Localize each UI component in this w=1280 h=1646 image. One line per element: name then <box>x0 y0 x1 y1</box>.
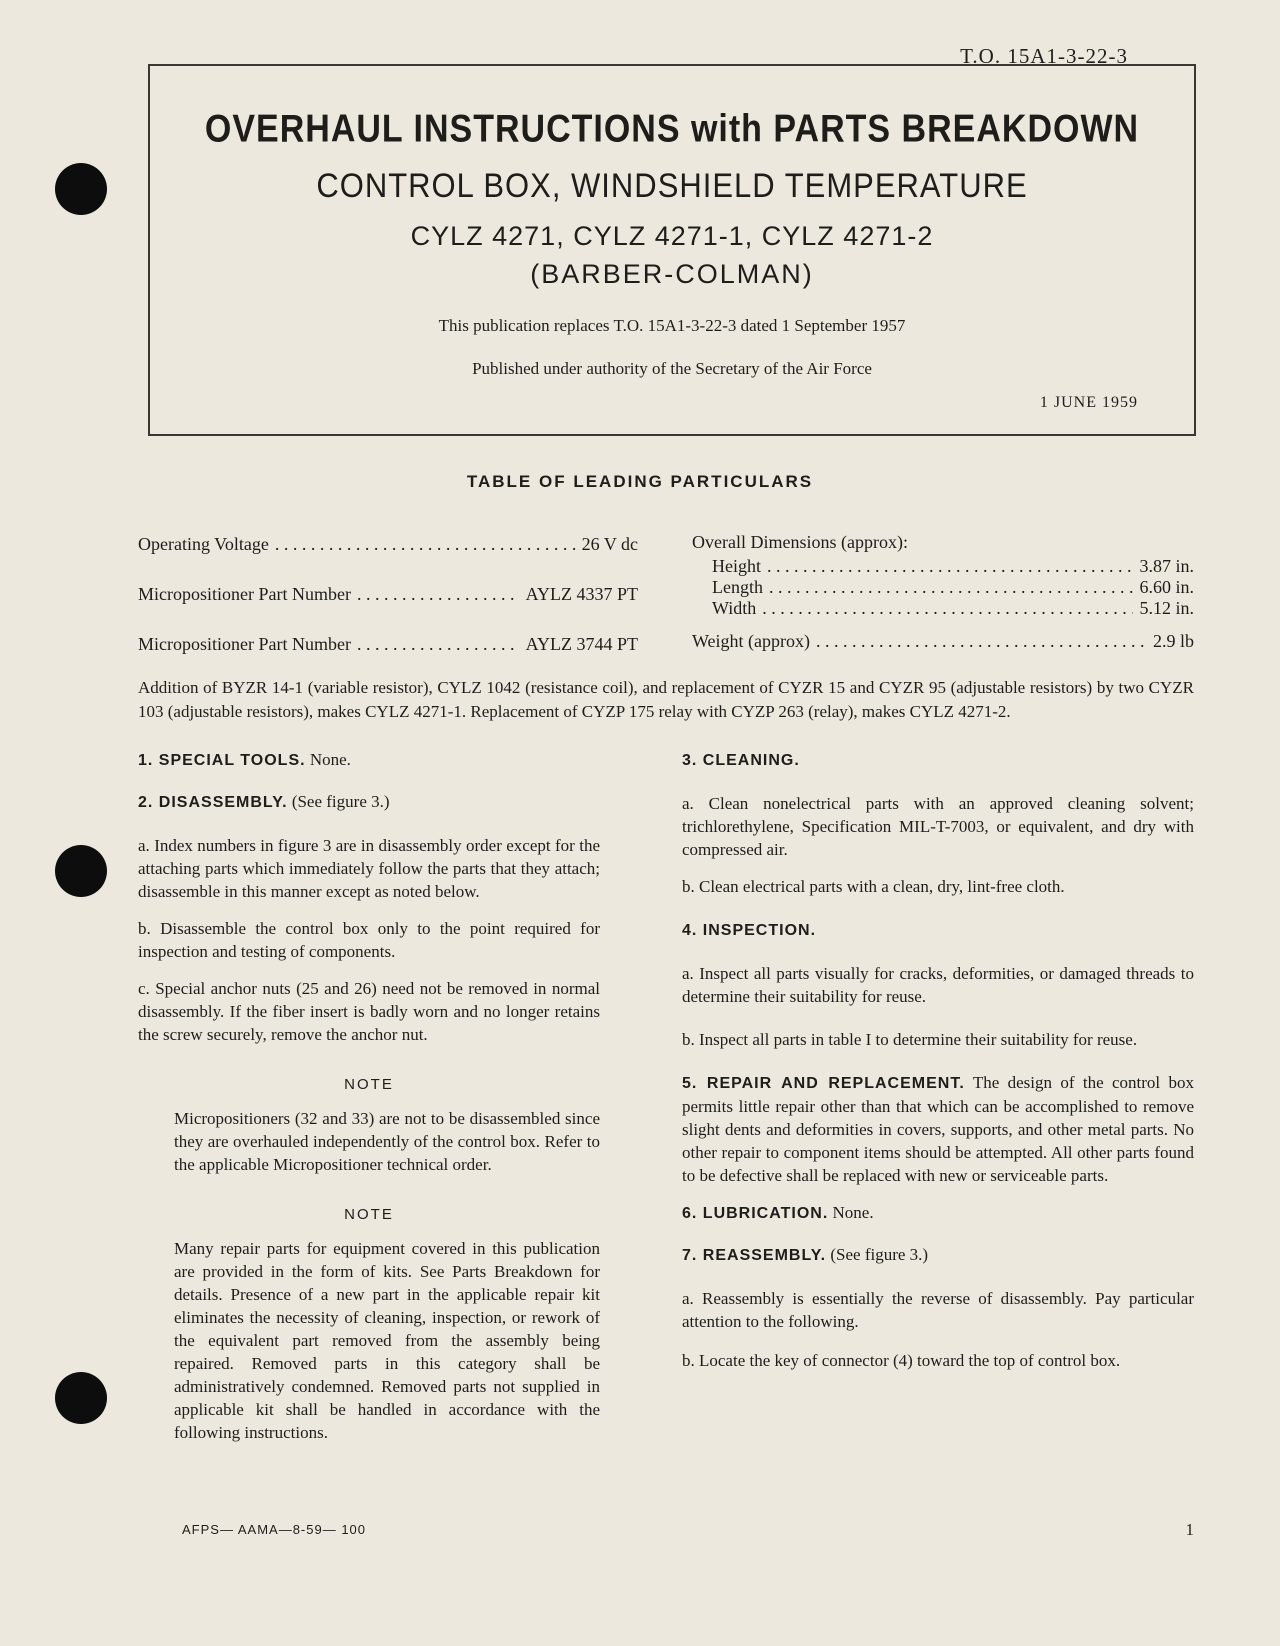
print-code: AFPS— AAMA—8-59— 100 <box>182 1522 367 1537</box>
punch-hole-top <box>55 163 107 215</box>
left-column <box>138 750 600 1444</box>
paragraph-2c: c. Special anchor nuts (25 and 26) need not be removed in normal disassembly. If the fiber insert is badly worn and no longer retains the screw securely, remove the anchor nut. <box>138 979 600 1044</box>
punch-hole-bottom <box>55 1372 107 1424</box>
supersedes-notice: This publication replaces T.O. 15A1-3-22-3 dated 1 September 1957 <box>438 316 906 335</box>
paragraph-4a: a. Inspect all parts visually for cracks, deformities, or damaged threads to determine their suitability for reuse. <box>682 964 1194 1006</box>
manufacturer: (BARBER-COLMAN) <box>530 259 814 289</box>
weight-row: Weight (approx) . . . 2.9 lb <box>692 629 1194 653</box>
leading-particulars-right <box>692 532 1194 653</box>
leading-particulars-left <box>138 532 638 656</box>
paragraph-4b: b. Inspect all parts in table I to determine their suitability for reuse. <box>682 1030 1138 1049</box>
addition-paragraph: Addition of BYZR 14-1 (variable resistor), CYLZ 1042 (resistance coil), and replacement of CYZR 15 and CYZR 95 (adjustable resistors) by two CYZR 103 (adjustable resistors), makes CYLZ 4271-1. Replacement of CYZP 175 relay with CYZP 263 (relay), makes CYLZ 4271-2. <box>138 678 1194 721</box>
page-number: 1 <box>1185 1520 1194 1539</box>
paragraph-2a: a. Index numbers in figure 3 are in disassembly order except for the attaching parts which immediately follow the parts that they attach; disassemble in this manner except as noted below. <box>138 836 600 901</box>
authority-line: Published under authority of the Secretary of the Air Force <box>472 359 872 378</box>
punch-hole-middle <box>55 845 107 897</box>
particular-row: Micropositioner Part Number . . . AYLZ 3744 PT <box>138 632 638 656</box>
section-special-tools: 1. SPECIAL TOOLS. None. <box>138 750 351 769</box>
dimension-row: Height . . . 3.87 in. <box>692 556 1194 577</box>
publication-date: 1 JUNE 1959 <box>1039 394 1138 411</box>
leading-particulars-title: TABLE OF LEADING PARTICULARS <box>466 472 814 491</box>
section-reassembly: 7. REASSEMBLY. (See figure 3.) <box>682 1245 929 1264</box>
document-subtitle: CONTROL BOX, WINDSHIELD TEMPERATURE <box>316 165 1028 206</box>
dimension-row: Length . . . 6.60 in. <box>692 577 1194 598</box>
title-block <box>148 64 1196 436</box>
section-repair: 5. REPAIR AND REPLACEMENT. The design of the control box permits little repair other than that which can be accomplished to remove slight dents and deformities in covers, supports, and other metal parts. No other repair to component items should be attempted. All other parts found to be defective shall be replaced with new or serviceable parts. <box>682 1073 1194 1185</box>
particular-row: Operating Voltage . . . 26 V dc <box>138 532 638 556</box>
section-inspection: 4. INSPECTION. <box>682 922 817 939</box>
section-disassembly: 2. DISASSEMBLY. (See figure 3.) <box>138 792 390 811</box>
paragraph-7a: a. Reassembly is essentially the reverse of disassembly. Pay particular attention to the following. <box>682 1289 1194 1331</box>
model-numbers: CYLZ 4271, CYLZ 4271-1, CYLZ 4271-2 <box>410 221 934 251</box>
particular-row: Micropositioner Part Number . . . AYLZ 4337 PT <box>138 582 638 606</box>
note-micropositioners: Micropositioners (32 and 33) are not to be disassembled since they are overhauled independently of the control box. Refer to the applicable Micropositioner technical order. <box>174 1109 600 1174</box>
right-column <box>682 750 1194 1372</box>
section-cleaning: 3. CLEANING. <box>682 752 800 769</box>
section-lubrication: 6. LUBRICATION. None. <box>682 1203 874 1222</box>
paragraph-3a: a. Clean nonelectrical parts with an approved cleaning solvent; trichlorethylene, Specification MIL-T-7003, or equivalent, and dry with compressed air. <box>682 794 1194 859</box>
document-title: OVERHAUL INSTRUCTIONS with PARTS BREAKDOWN <box>204 107 1140 151</box>
note-heading: NOTE <box>344 1206 394 1223</box>
paragraph-7b: b. Locate the key of connector (4) toward the top of control box. <box>682 1351 1121 1370</box>
paragraph-3b: b. Clean electrical parts with a clean, dry, lint-free cloth. <box>682 877 1065 896</box>
note-repair-kits: Many repair parts for equipment covered in this publication are provided in the form of kits. See Parts Breakdown for details. Presence of a new part in the applicable repair kit eliminates the necessity of cleaning, inspection, or rework of the equivalent part removed from the assembly being repaired. Removed parts in this category shall be administratively condemned. Removed parts not supplied in applicable kit shall be handled in accordance with the following instructions. <box>174 1239 600 1442</box>
dimension-row: Width . . . 5.12 in. <box>692 598 1194 619</box>
technical-order-number: T.O. 15A1-3-22-3 <box>960 44 1128 68</box>
note-heading: NOTE <box>344 1076 394 1093</box>
dimensions-heading: Overall Dimensions (approx): <box>692 532 908 552</box>
paragraph-2b: b. Disassemble the control box only to the point required for inspection and testing of components. <box>138 919 600 961</box>
